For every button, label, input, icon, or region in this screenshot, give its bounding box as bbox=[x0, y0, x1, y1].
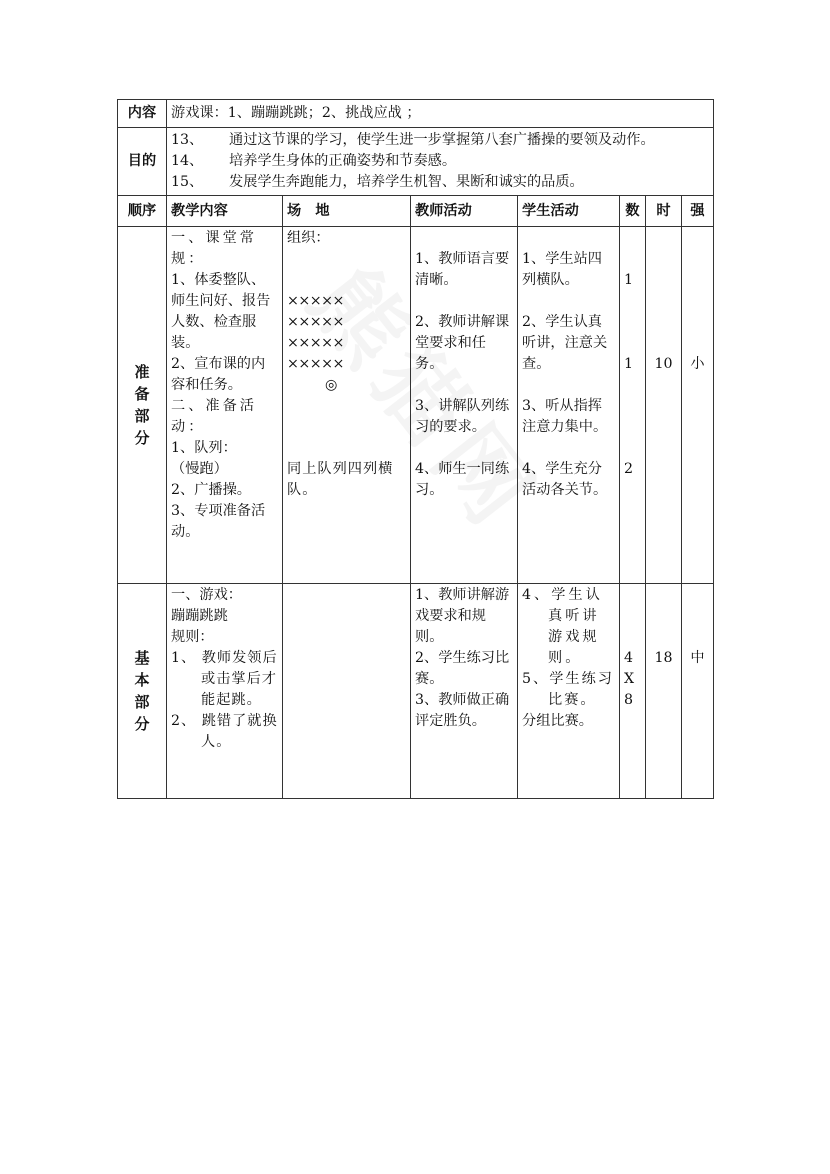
goal-item: 14、 培养学生身体的正确姿势和节奏感。 bbox=[171, 153, 457, 169]
prep-intensity: 小 bbox=[682, 227, 714, 584]
content-text: 游戏课：1、蹦蹦跳跳；2、挑战应战 ； bbox=[167, 100, 714, 128]
basic-content: 一、游戏： 蹦蹦跳跳 规则： 1、 教师发领后或击掌后才能起跳。 2、 跳错了就换人。 bbox=[167, 584, 283, 799]
goal-item: 13、 通过这节课的学习，使学生进一步掌握第八套广播操的要领及动作。 bbox=[171, 132, 655, 148]
basic-row bbox=[118, 584, 714, 799]
goal-row bbox=[118, 128, 714, 196]
prep-content: 一、课堂常规： 1、体委整队、师生问好、报告人数、检查服装。 2、宣布课的内容和任务。 二、准备活动： 1、队列： （慢跑） 2、广播操。 3、专项准备活动。 bbox=[167, 227, 283, 584]
header-intensity: 强 bbox=[682, 196, 714, 227]
header-count: 数 bbox=[620, 196, 646, 227]
header-student: 学生活动 bbox=[518, 196, 620, 227]
formation-row: ××××× bbox=[287, 335, 344, 351]
basic-label: 基本部分 bbox=[134, 649, 150, 733]
goal-label: 目的 bbox=[118, 128, 167, 196]
prep-count: 1 1 2 bbox=[620, 227, 646, 584]
basic-count: 4 X 8 bbox=[620, 584, 646, 799]
prep-row bbox=[118, 227, 714, 584]
prep-label: 准备部分 bbox=[134, 363, 150, 447]
prep-venue: 组织： ××××× ××××× ××××× ××××× ◎ 同上队列四列横队。 bbox=[283, 227, 411, 584]
content-label: 内容 bbox=[118, 100, 167, 128]
basic-teacher: 1、教师讲解游戏要求和规则。 2、学生练习比赛。 3、教师做正确评定胜负。 bbox=[411, 584, 518, 799]
prep-student: 1、学生站四列横队。 2、学生认真听讲，注意关查。 3、听从指挥注意力集中。 4、学生充分活动各关节。 bbox=[518, 227, 620, 584]
header-time: 时 bbox=[646, 196, 682, 227]
header-teacher: 教师活动 bbox=[411, 196, 518, 227]
formation-row: ××××× bbox=[287, 293, 344, 309]
goal-item: 15、 发展学生奔跑能力，培养学生机智、果断和诚实的品质。 bbox=[171, 174, 584, 190]
header-venue: 场 地 bbox=[283, 196, 411, 227]
content-row bbox=[118, 100, 714, 128]
prep-time: 10 bbox=[646, 227, 682, 584]
header-row bbox=[118, 196, 714, 227]
basic-time: 18 bbox=[646, 584, 682, 799]
basic-student: 4、学生认真听讲游戏规则。 5、学生练习比赛。 分组比赛。 bbox=[518, 584, 620, 799]
header-content: 教学内容 bbox=[167, 196, 283, 227]
prep-teacher: 1、教师语言要清晰。 2、教师讲解课堂要求和任务。 3、讲解队列练习的要求。 4、师生一同练习。 bbox=[411, 227, 518, 584]
basic-intensity: 中 bbox=[682, 584, 714, 799]
lesson-plan-table bbox=[117, 99, 714, 799]
header-order: 顺序 bbox=[118, 196, 167, 227]
basic-venue bbox=[283, 584, 411, 799]
formation-row: ××××× bbox=[287, 356, 344, 372]
formation-row: ××××× bbox=[287, 314, 344, 330]
teacher-position-mark: ◎ bbox=[325, 377, 338, 393]
